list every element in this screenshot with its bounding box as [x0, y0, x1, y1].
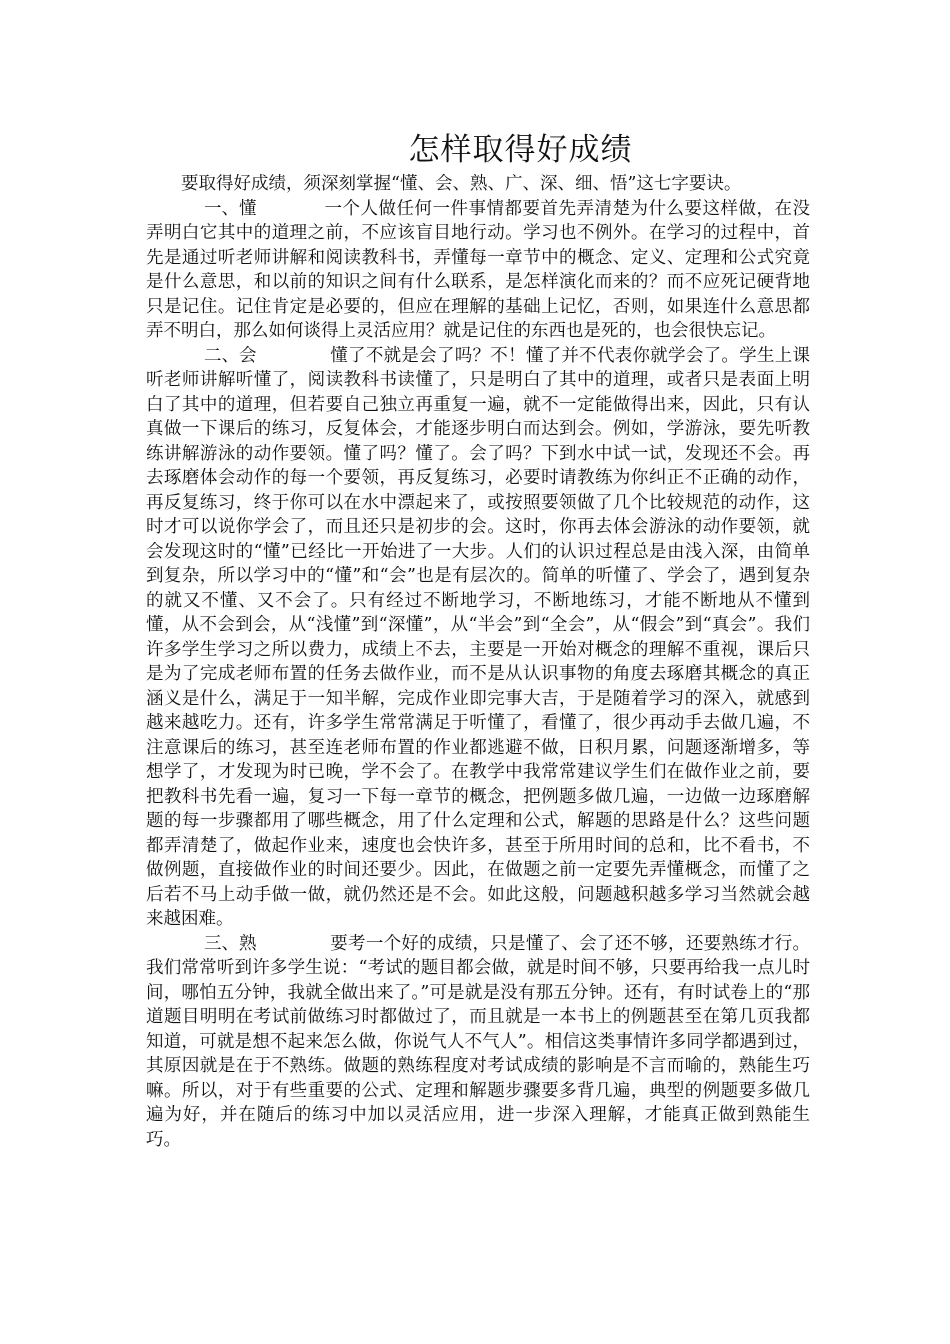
section-body-shu: 要考一个好的成绩，只是懂了、会了还不够，还要熟练才行。我们常常听到许多学生说：“考试的题目都会做，就是时间不够，只要再给我一点儿时间，哪怕五分钟，我就全做出来了。”可是就是没有那五分钟。还有，有时试卷上的“那道题目明明在考试前做练习时都做过了，而且就是一本书上的例题甚至在第几页我都知道，可就是想不起来怎么做，你说气人不气人”。相信这类事情许多同学都遇到过，其原因就是在于不熟练。做题的熟练程度对考试成绩的影响是不言而喻的，熟能生巧嘛。所以，对于有些重要的公式、定理和解题步骤要多背几遍，典型的例题要多做几遍为好，并在随后的练习中加以灵活应用，进一步深入理解，才能真正做到熟能生巧。: [146, 933, 810, 1150]
document-title: 怎样取得好成绩: [408, 132, 633, 168]
section-hui: [146, 344, 810, 932]
section-dong: [146, 197, 810, 344]
section-heading-shu: 三、熟: [204, 933, 257, 954]
intro-paragraph: 要取得好成绩，须深刻掌握“懂、会、熟、广、深、细、悟”这七字要诀。: [181, 174, 742, 194]
section-shu: [146, 932, 810, 1153]
section-heading-hui: 二、会: [204, 345, 257, 366]
section-body-dong: 一个人做任何一件事情都要首先弄清楚为什么要这样做，在没弄明白它其中的道理之前，不应该盲目地行动。学习也不例外。在学习的过程中，首先是通过听老师讲解和阅读教科书，弄懂每一章节中的概念、定义、定理和公式究竟是什么意思，和以前的知识之间有什么联系，是怎样演化而来的？而不应死记硬背地只是记住。记住肯定是必要的，但应在理解的基础上记忆，否则，如果连什么意思都弄不明白，那么如何谈得上灵活应用？就是记住的东西也是死的，也会很快忘记。: [146, 198, 810, 341]
document-page: [146, 128, 810, 1152]
section-body-hui: 懂了不就是会了吗？不！懂了并不代表你就学会了。学生上课听老师讲解听懂了，阅读教科书读懂了，只是明白了其中的道理，或者只是表面上明白了其中的道理，但若要自己独立再重复一遍，就不一定能做得出来，因此，只有认真做一下课后的练习，反复体会，才能逐步明白而达到会。例如，学游泳，要先听教练讲解游泳的动作要领。懂了吗？懂了。会了吗？下到水中试一试，发现还不会。再去琢磨体会动作的每一个要领，再反复练习，必要时请教练为你纠正不正确的动作，再反复练习，终于你可以在水中漂起来了，或按照要领做了几个比较规范的动作，这时才可以说你学会了，而且还只是初步的会。这时，你再去体会游泳的动作要领，就会发现这时的“懂”已经比一开始进了一大步。人们的认识过程总是由浅入深，由简单到复杂，所以学习中的“懂”和“会”也是有层次的。简单的听懂了、学会了，遇到复杂的就又不懂、又不会了。只有经过不断地学习，不断地练习，才能不断地从不懂到懂，从不会到会，从“浅懂”到“深懂”，从“半会”到“全会”，从“假会”到“真会”。我们许多学生学习之所以费力，成绩上不去，主要是一开始对概念的理解不重视，课后只是为了完成老师布置的任务去做作业，而不是从认识事物的角度去琢磨其概念的真正涵义是什么，满足于一知半解，完成作业即完事大吉，于是随着学习的深入，就感到越来越吃力。还有，许多学生常常满足于听懂了，看懂了，很少再动手去做几遍，不注意课后的练习，甚至连老师布置的作业都逃避不做，日积月累，问题逐渐增多，等想学了，才发现为时已晚，学不会了。在教学中我常常建议学生们在做作业之前，要把教科书先看一遍，复习一下每一章节的概念，把例题多做几遍，一边做一边琢磨解题的每一步骤都用了哪些概念，用了什么定理和公式，解题的思路是什么？这些问题都弄清楚了，做起作业来，速度也会快许多，甚至于所用时间的总和，比不看书，不做例题，直接做作业的时间还要少。因此，在做题之前一定要先弄懂概念，而懂了之后若不马上动手做一做，就仍然还是不会。如此这般，问题越积越多学习当然就会越来越困难。: [146, 345, 810, 929]
section-heading-dong: 一、懂: [204, 198, 257, 219]
